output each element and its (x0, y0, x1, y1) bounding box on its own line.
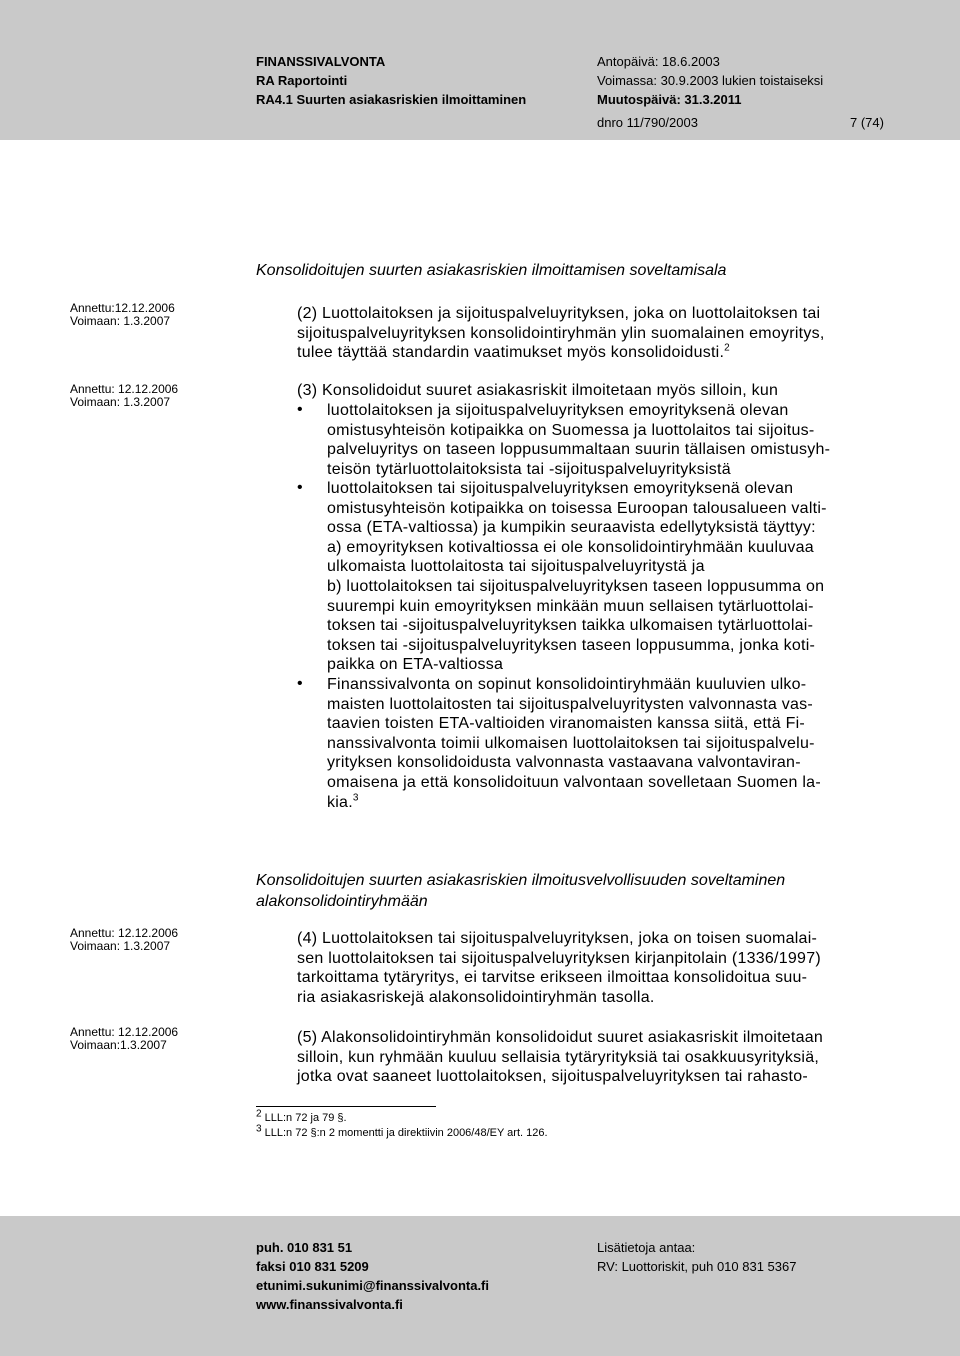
text-line: sen luottolaitoksen tai sijoituspalveluyrityksen kirjanpitolain (1336/1997) (297, 949, 821, 967)
page-number: 7 (74) (850, 115, 884, 130)
bullet-icon: • (297, 479, 303, 496)
issued-date: Antopäivä: 18.6.2003 (597, 54, 720, 69)
bullet-icon: • (297, 675, 303, 692)
issued-note: Annettu: 12.12.2006 (70, 926, 179, 940)
paragraph-4 (297, 929, 897, 1007)
text-line: (5) Alakonsolidointiryhmän konsolidoidut suuret asiakasriskit ilmoitetaan (297, 1029, 824, 1046)
footer-phone: puh. 010 831 51 (256, 1240, 353, 1255)
text-line: silloin, kun ryhmään kuuluu sellaisia tytäryrityksiä tai osakkuusyrityksiä, (297, 1048, 820, 1066)
in-force-date: Voimassa: 30.9.2003 lukien toistaiseksi (597, 73, 824, 88)
text-line: Finanssivalvonta on sopinut konsolidointiryhmään kuuluvien ulko- (327, 676, 807, 693)
subsection-name: RA4.1 Suurten asiakasriskien ilmoittaminen (256, 92, 527, 107)
effective-note: Voimaan:1.3.2007 (70, 1038, 167, 1052)
margin-note (70, 383, 178, 409)
document-footer (0, 1216, 960, 1356)
text-line: teisön tytärluottolaitoksista tai -sijoituspalveluyrityksistä (327, 460, 731, 478)
text-fragment: kia. (327, 793, 353, 811)
margin-note (70, 927, 178, 953)
footnote (256, 1123, 548, 1140)
issued-note: Annettu: 12.12.2006 (70, 1025, 179, 1039)
section-name: RA Raportointi (256, 73, 348, 88)
footnote-text: LLL:n 72 ja 79 §. (264, 1112, 347, 1124)
paragraph-2 (297, 304, 897, 363)
text-line: omistusyhteisön kotipaikka on Suomessa ja luottolaitos tai sijoitus- (327, 421, 815, 439)
text-line: suurempi kuin emoyrityksen minkään muun sellaisen tytärluottolai- (327, 597, 814, 615)
amended-date: Muutospäivä: 31.3.2011 (597, 92, 742, 107)
section-heading (256, 870, 785, 912)
issued-note: Annettu: 12.12.2006 (70, 382, 179, 396)
text-line: omaisena ja että konsolidoituun valvontaan sovelletaan Suomen la- (327, 773, 821, 791)
reference-number: dnro 11/790/2003 (597, 115, 698, 130)
footnote-number: 3 (256, 1123, 262, 1135)
text-line: (2) Luottolaitoksen ja sijoituspalveluyrityksen, joka on luottolaitoksen tai (297, 305, 821, 322)
text-line: tarkoittama tytäryritys, ei tarvitse erikseen ilmoittaa konsolidoitua suu- (297, 969, 808, 987)
bullet-icon: • (297, 401, 303, 418)
section-heading: Konsolidoitujen suurten asiakasriskien ilmoittamisen soveltamisala (256, 262, 727, 279)
footnote-text: LLL:n 72 §:n 2 momentti ja direktiivin 2006/48/EY art. 126. (264, 1127, 548, 1139)
footnote-number: 2 (256, 1108, 262, 1120)
heading-line: alakonsolidointiryhmään (256, 893, 428, 910)
text-line: b) luottolaitoksen tai sijoituspalveluyrityksen taseen loppusumma on (327, 577, 825, 595)
text-line: maisten luottolaitosten tai sijoituspalveluyritysten valvonnasta vas- (327, 695, 813, 713)
text-line: luottolaitoksen tai sijoituspalveluyrityksen emoyrityksenä olevan (327, 480, 794, 497)
text-line: a) emoyrityksen kotivaltiossa ei ole konsolidointiryhmään kuuluvaa (327, 538, 814, 556)
text-line: (3) Konsolidoidut suuret asiakasriskit ilmoitetaan myös silloin, kun (297, 382, 779, 399)
text-line: paikka on ETA-valtiossa (327, 656, 504, 674)
footer-fax: faksi 010 831 5209 (256, 1259, 369, 1274)
text-line: yrityksen konsolidoidusta valvonnasta vastaavana valvontaviran- (327, 754, 801, 772)
footnote-divider (256, 1106, 436, 1107)
text-line: toksen tai -sijoituspalveluyrityksen taikka ulkomaisen tytärluottolai- (327, 617, 814, 635)
bullet-item (327, 401, 897, 479)
paragraph-3-intro (297, 381, 897, 401)
text-line: toksen tai -sijoituspalveluyrityksen taseen loppusumma, jonka koti- (327, 636, 816, 654)
footnote-ref: 3 (352, 792, 359, 804)
effective-note: Voimaan: 1.3.2007 (70, 939, 171, 953)
text-line: nanssivalvonta toimii ulkomaisen luottolaitoksen tai sijoituspalvelu- (327, 734, 815, 752)
text-line (327, 793, 897, 813)
paragraph-5 (297, 1028, 897, 1087)
org-name: FINANSSIVALVONTA (256, 54, 386, 69)
text-line: taavien toisten ETA-valtioiden viranomaisten kanssa siitä, että Fi- (327, 715, 805, 733)
heading-line: Konsolidoitujen suurten asiakasriskien ilmoitusvelvollisuuden soveltaminen (256, 872, 786, 889)
text-line (297, 343, 897, 363)
bullet-item (327, 675, 897, 812)
footer-info-contact: RV: Luottoriskit, puh 010 831 5367 (597, 1259, 797, 1274)
footer-info-label: Lisätietoja antaa: (597, 1240, 696, 1255)
footer-email[interactable]: etunimi.sukunimi@finanssivalvonta.fi (256, 1278, 489, 1293)
text-line: luottolaitoksen ja sijoituspalveluyrityksen emoyrityksenä olevan (327, 402, 789, 419)
text-line: jotka ovat saaneet luottolaitoksen, sijoituspalveluyrityksen tai rahasto- (297, 1068, 808, 1086)
text-line: (4) Luottolaitoksen tai sijoituspalveluyrityksen, joka on toisen suomalai- (297, 930, 818, 947)
text-line: ulkomaista luottolaitosta tai sijoituspalveluyritystä ja (327, 558, 705, 576)
text-line: omistusyhteisön kotipaikka on toisessa Euroopan talousalueen valti- (327, 499, 827, 517)
bullet-item (327, 479, 897, 675)
footnote (256, 1108, 347, 1125)
text-line: ria asiakasriskejä alakonsolidointiryhmän tasolla. (297, 988, 655, 1006)
effective-note: Voimaan: 1.3.2007 (70, 314, 171, 328)
effective-note: Voimaan: 1.3.2007 (70, 395, 171, 409)
text-line: sijoituspalveluyrityksen konsolidointiryhmän ylin suomalainen emoyritys, (297, 324, 825, 342)
margin-note (70, 1026, 178, 1052)
document-header (0, 0, 960, 140)
footer-website[interactable]: www.finanssivalvonta.fi (256, 1297, 403, 1312)
text-line: palveluyritys on taseen loppusummaltaan suurin tällaisen omistusyh- (327, 441, 831, 459)
issued-note: Annettu:12.12.2006 (70, 301, 175, 315)
text-fragment: tulee täyttää standardin vaatimukset myös konsolidoidusti. (297, 344, 725, 362)
footnote-ref: 2 (724, 342, 730, 354)
margin-note (70, 302, 175, 328)
text-line: ossa (ETA-valtiossa) ja kumpikin seuraavista edellytyksistä täyttyy: (327, 519, 816, 537)
